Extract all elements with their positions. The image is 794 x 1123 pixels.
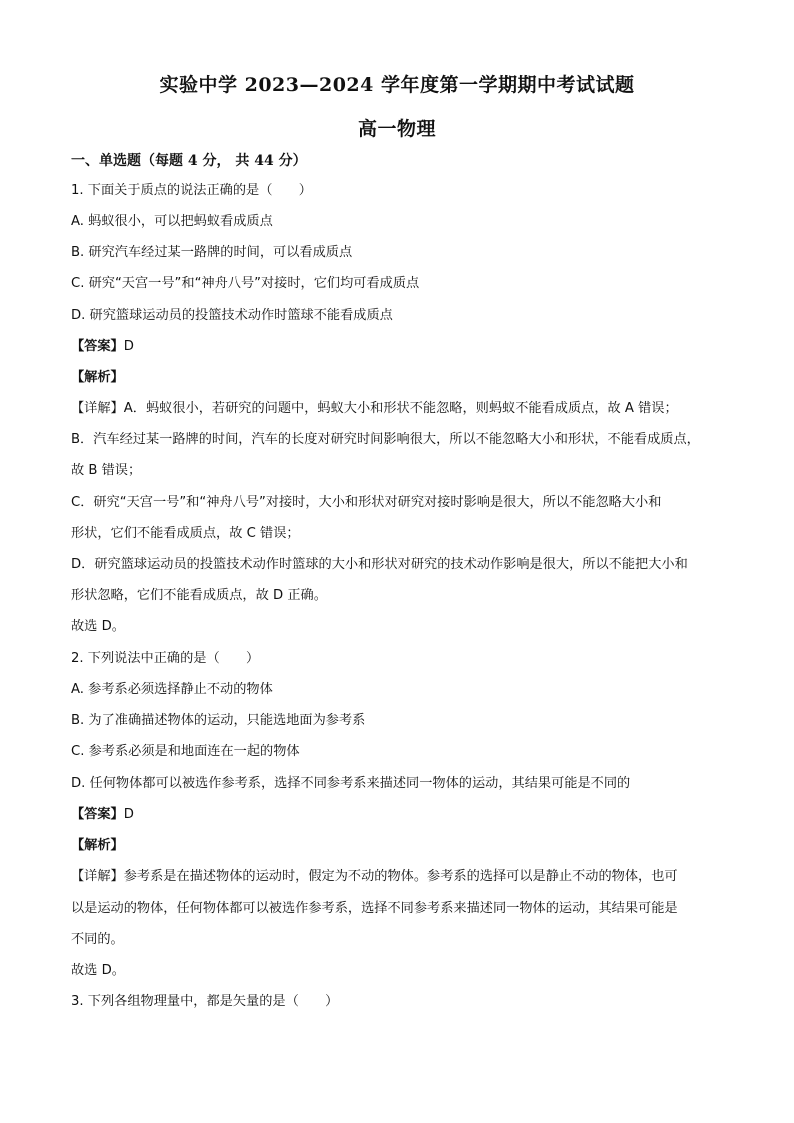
question-1-detail-line: D．研究篮球运动员的投篮技术动作时篮球的大小和形状对研究的技术动作影响是很大，所以不能把大小和 — [71, 557, 688, 572]
answer-tag: 【答案】 — [71, 339, 124, 354]
question-2-detail-line — [71, 868, 731, 886]
question-2-option-b: B. 为了准确描述物体的运动，只能选地面为参考系 — [71, 713, 366, 728]
page-subtitle: 高一物理 — [357, 118, 436, 140]
detail-text: 参考系是在描述物体的运动时，假定为不动的物体。参考系的选择可以是静止不动的物体，也可 — [123, 869, 678, 884]
question-2-stem: 2. 下列说法中正确的是（ ） — [71, 651, 260, 666]
detail-tag: 【详解】 — [71, 869, 124, 884]
question-2-detail-line: 以是运动的物体，任何物体都可以被选作参考系，选择不同参考系来描述同一物体的运动，其结果可能是 — [71, 901, 678, 916]
question-1-detail-line: 形状，它们不能看成质点，故 C 错误； — [71, 526, 300, 541]
analysis-tag: 【解析】 — [71, 370, 124, 385]
question-1-option-d: D. 研究篮球运动员的投篮技术动作时篮球不能看成质点 — [71, 308, 393, 323]
question-1-detail-line: 形状忽略，它们不能看成质点，故 D 正确。 — [71, 588, 327, 603]
question-2-option-d: D. 任何物体都可以被选作参考系，选择不同参考系来描述同一物体的运动，其结果可能是不同的 — [71, 776, 631, 791]
question-1-option-c: C. 研究“天宫一号”和“神舟八号”对接时，它们均可看成质点 — [71, 276, 420, 291]
question-1-detail-line — [71, 400, 731, 418]
analysis-tag: 【解析】 — [71, 838, 124, 853]
question-1-detail-line: C．研究“天宫一号”和“神舟八号”对接时，大小和形状对研究对接时影响是很大，所以不能忽略大小和 — [71, 495, 662, 510]
question-2-option-a: A. 参考系必须选择静止不动的物体 — [71, 682, 273, 697]
question-1-detail-line: 故 B 错误； — [71, 463, 142, 478]
page-title: 实验中学 2023—2024 学年度第一学期期中考试试题 — [159, 74, 635, 96]
question-3-stem: 3. 下列各组物理量中，都是矢量的是（ ） — [71, 994, 339, 1009]
answer-value: D — [123, 339, 134, 354]
question-2-answer — [71, 806, 731, 824]
question-1-analysis-tag — [71, 369, 731, 387]
answer-value: D — [123, 807, 134, 822]
question-2-analysis-tag — [71, 837, 731, 855]
question-1-detail-line: B．汽车经过某一路牌的时间，汽车的长度对研究时间影响很大，所以不能忽略大小和形状，不能看成质点， — [71, 432, 700, 447]
question-2-conclusion: 故选 D。 — [71, 963, 125, 978]
question-2-detail-line: 不同的。 — [71, 932, 124, 947]
question-1-option-a: A. 蚂蚁很小，可以把蚂蚁看成质点 — [71, 214, 273, 229]
section-title: 一、单选题（每题 4 分， 共 44 分） — [71, 153, 307, 169]
detail-tag: 【详解】 — [71, 401, 124, 416]
question-1-answer — [71, 338, 731, 356]
question-2-option-c: C. 参考系必须是和地面连在一起的物体 — [71, 744, 300, 759]
question-1-conclusion: 故选 D。 — [71, 619, 125, 634]
question-1-option-b: B. 研究汽车经过某一路牌的时间，可以看成质点 — [71, 245, 353, 260]
question-1-stem: 1. 下面关于质点的说法正确的是（ ） — [71, 183, 312, 198]
answer-tag: 【答案】 — [71, 807, 124, 822]
detail-text: A．蚂蚁很小，若研究的问题中，蚂蚁大小和形状不能忽略，则蚂蚁不能看成质点，故 A 错误； — [123, 401, 678, 416]
